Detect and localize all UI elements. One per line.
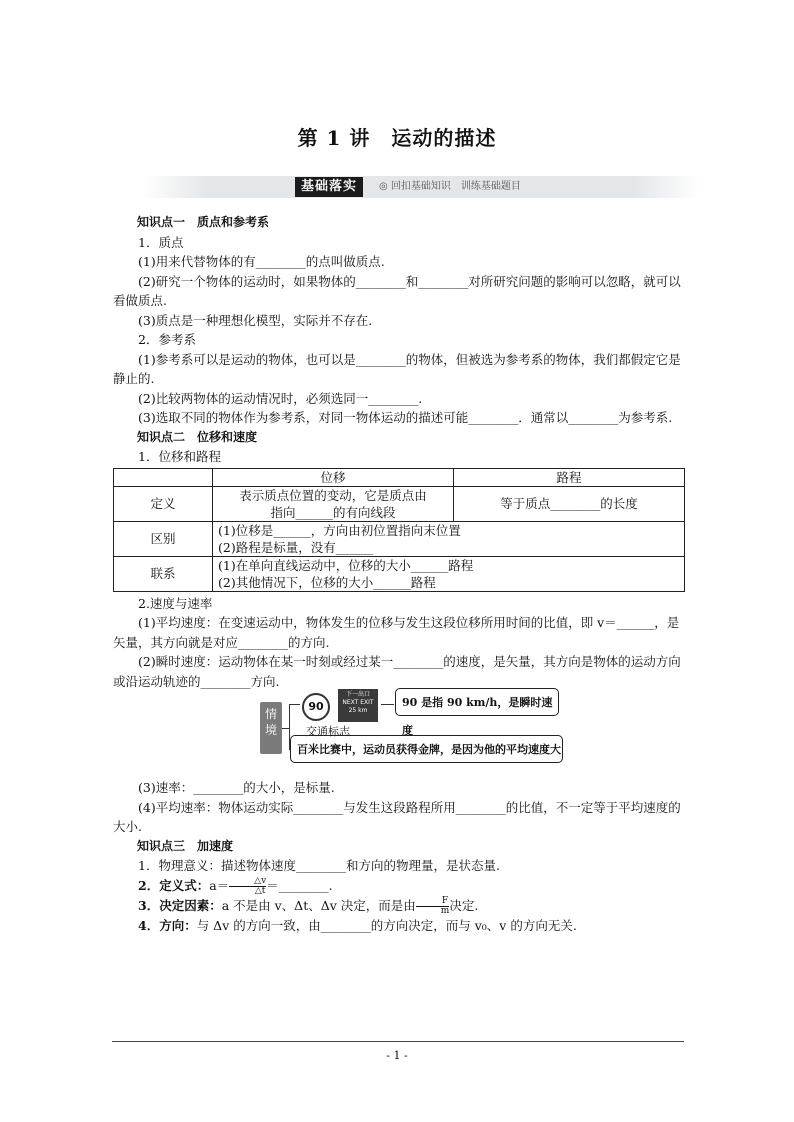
- text-run: a 不是由 v、Δt、Δv 决定，而是由: [221, 897, 416, 913]
- formula-rhs: ＝________.: [266, 877, 333, 893]
- banner-tag: 基础落实: [295, 177, 363, 197]
- paragraph: (3)速率：________的大小，是标量.: [138, 780, 335, 795]
- table-header-cell: 位移: [213, 468, 454, 486]
- fraction-denominator: m: [440, 905, 450, 916]
- cell-line: 表示质点位置的变动，它是质点由: [239, 487, 427, 503]
- scenario-tag: 情境: [260, 702, 282, 754]
- connector-line: [381, 704, 394, 705]
- fraction-numerator: △v: [229, 877, 266, 887]
- main-content: [113, 213, 685, 935]
- page-number: - 1 -: [386, 1049, 408, 1062]
- table-cell: [213, 556, 685, 591]
- paragraph: (2)瞬时速度：运动物体在某一时刻或经过某一________的速度，是矢量，其方向是物体的运动方向或沿运动轨迹的________方向.: [113, 654, 681, 689]
- scenario-box-instant-speed: 90 是指 90 km/h，是瞬时速度: [395, 688, 559, 716]
- cell-line: (1)位移是______，方向由初位置指向末位置: [218, 522, 461, 538]
- row-label: 区别: [114, 521, 213, 556]
- cell-line: (2)路程是标量，没有______: [218, 539, 374, 555]
- banner-subtitle: ◎ 回扣基础知识 训练基础题目: [379, 181, 521, 192]
- page-title: 第 1 讲 运动的描述: [297, 126, 497, 150]
- table-header-cell: 路程: [454, 468, 685, 486]
- connector-line: [289, 704, 300, 705]
- connector-line: [282, 728, 289, 729]
- paragraph: [113, 896, 685, 916]
- cell-line: 指向______的有向线段: [270, 504, 396, 520]
- subsection-heading: 1．位移和路程: [138, 449, 221, 464]
- table-cell: [213, 486, 454, 521]
- item-label: 3．决定因素：: [138, 897, 222, 913]
- table-row: [114, 521, 685, 556]
- text-run: 决定.: [449, 897, 479, 913]
- subsection-heading: 2．参考系: [138, 332, 196, 347]
- speed-limit-sign-icon: 90: [302, 693, 330, 721]
- paragraph: (3)质点是一种理想化模型，实际并不存在.: [138, 312, 373, 328]
- table-cell: 等于质点________的长度: [454, 486, 685, 521]
- item-label: 4．方向：: [138, 917, 197, 933]
- displacement-distance-table: [113, 468, 685, 592]
- paragraph: (2)比较两物体的运动情况时，必须选同一________.: [138, 390, 423, 406]
- cell-line: (1)在单向直线运动中，位移的大小______路程: [218, 557, 474, 573]
- cell-line: (2)其他情况下，位移的大小______路程: [218, 574, 436, 590]
- section-heading-1: 知识点一 质点和参考系: [137, 215, 270, 229]
- fraction: [229, 877, 266, 896]
- row-label: 定义: [114, 486, 213, 521]
- section-heading-3: 知识点三 加速度: [137, 838, 234, 853]
- table-row: [114, 486, 685, 521]
- paragraph: (2)研究一个物体的运动时，如果物体的________和________对所研究问题的影响可以忽略，就可以看做质点.: [113, 273, 681, 308]
- paragraph: (1)参考系可以是运动的物体，也可以是________的物体，但被选为参考系的物体，我们都假定它是静止的.: [113, 351, 681, 386]
- paragraph: [113, 916, 685, 936]
- exit-sign-icon: 下一出口 NEXT EXIT 25 km: [338, 689, 378, 722]
- sign-caption: 交通标志: [306, 725, 350, 738]
- item-label: 2．定义式：: [138, 877, 210, 893]
- subsection-heading: 1．质点: [138, 234, 184, 250]
- subsection-heading: 2.速度与速率: [138, 595, 213, 611]
- paragraph: 1．物理意义：描述物体速度________和方向的物理量，是状态量.: [138, 858, 500, 873]
- paragraph: (1)平均速度：在变速运动中，物体发生的位移与发生这段位移所用时间的比值，即 v＝______，是矢量，其方向就是对应________的方向.: [113, 615, 680, 650]
- table-corner-cell: [114, 468, 213, 486]
- section-banner: [142, 176, 700, 198]
- section-heading-2: 知识点二 位移和速度: [137, 429, 258, 444]
- paragraph: (4)平均速率：物体运动实际________与发生这段路程所用________的比值，不一定等于平均速度的大小.: [113, 799, 681, 834]
- footer-divider: [112, 1041, 684, 1042]
- paragraph: [113, 876, 685, 896]
- text-run: 与 Δv 的方向一致，由________的方向决定，而与 v₀、v 的方向无关.: [196, 917, 577, 933]
- paragraph: (1)用来代替物体的有________的点叫做质点.: [138, 254, 385, 269]
- scenario-figure: [113, 691, 685, 776]
- fraction: [416, 897, 450, 916]
- table-header-row: [114, 468, 685, 486]
- table-cell: [213, 521, 685, 556]
- paragraph: (3)选取不同的物体作为参考系，对同一物体运动的描述可能________．通常以________为参考系.: [138, 410, 673, 425]
- fraction-denominator: △t: [254, 885, 266, 896]
- table-row: [114, 556, 685, 591]
- row-label: 联系: [114, 556, 213, 591]
- scenario-box-average-speed: 百米比赛中，运动员获得金牌，是因为他的平均速度大: [290, 735, 563, 763]
- formula-lhs: a＝: [209, 877, 230, 893]
- fraction-numerator: F: [416, 897, 450, 907]
